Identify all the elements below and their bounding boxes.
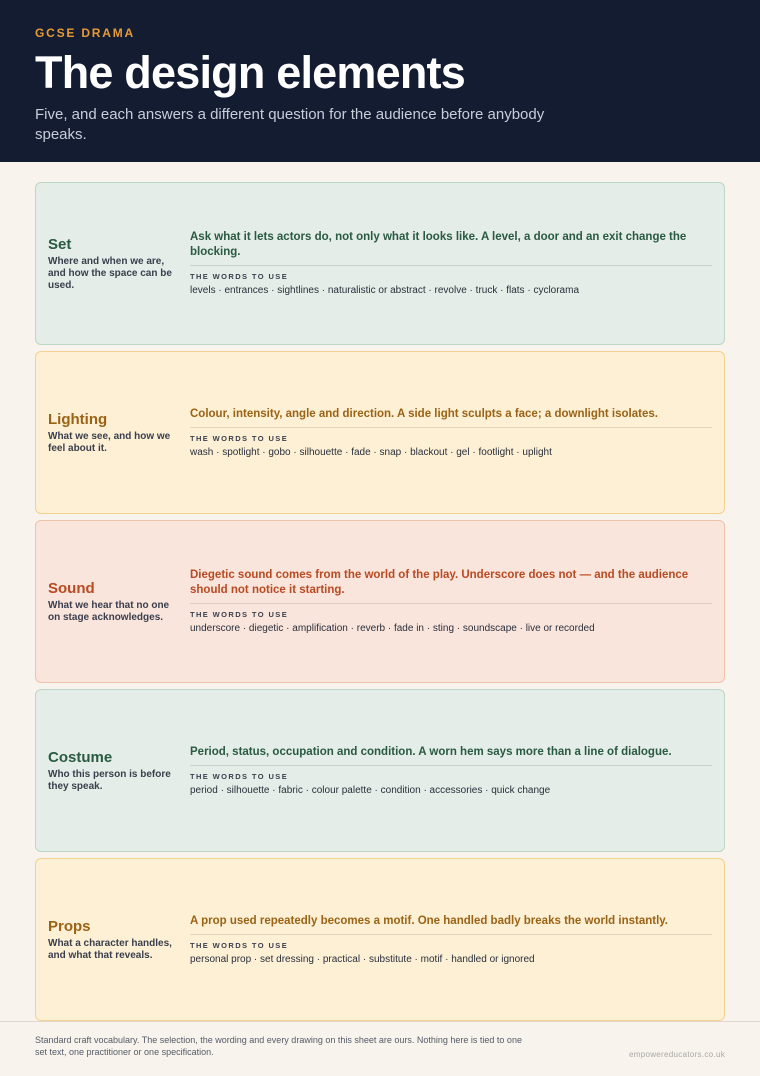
kicker: GCSE DRAMA xyxy=(35,26,136,40)
page-header xyxy=(0,0,760,162)
card-lighting xyxy=(35,351,725,514)
card-words: wash · spotlight · gobo · silhouette · fade · snap · blackout · gel · footlight · uplight xyxy=(190,446,552,458)
words-label: THE WORDS TO USE xyxy=(190,272,289,281)
card-sound xyxy=(35,520,725,683)
card-lead: Period, status, occupation and condition. A worn hem says more than a line of dialogue. xyxy=(190,745,712,766)
page-footer xyxy=(0,1021,760,1076)
card-name: Props xyxy=(48,917,91,935)
design-elements-list xyxy=(35,182,725,1027)
card-lead: Colour, intensity, angle and direction. A side light sculpts a face; a downlight isolates. xyxy=(190,407,712,428)
page-title: The design elements xyxy=(35,47,465,98)
page-subtitle: Five, and each answers a different question for the audience before anybody speaks. xyxy=(35,106,545,143)
card-words: period · silhouette · fabric · colour palette · condition · accessories · quick change xyxy=(190,784,551,796)
card-description: What a character handles, and what that reveals. xyxy=(48,937,172,961)
card-description: Where and when we are, and how the space can be used. xyxy=(48,255,172,291)
card-lead: A prop used repeatedly becomes a motif. One handled badly breaks the world instantly. xyxy=(190,914,712,935)
words-label: THE WORDS TO USE xyxy=(190,940,289,950)
card-set xyxy=(35,182,725,345)
card-words: underscore · diegetic · amplification · reverb · fade in · sting · soundscape · live or recorded xyxy=(190,623,595,634)
card-description: Who this person is before they speak. xyxy=(48,768,171,792)
words-label: THE WORDS TO USE xyxy=(190,610,289,619)
card-name: Lighting xyxy=(48,410,108,428)
card-props xyxy=(35,858,725,1021)
footer-site: empowereducators.co.uk xyxy=(629,1050,725,1059)
card-description: What we hear that no one on stage acknowledges. xyxy=(48,599,170,623)
card-name: Sound xyxy=(48,579,95,597)
card-description: What we see, and how we feel about it. xyxy=(48,430,171,454)
card-costume xyxy=(35,689,725,852)
card-name: Set xyxy=(48,235,72,253)
card-name: Costume xyxy=(48,748,113,766)
card-words: personal prop · set dressing · practical · substitute · motif · handled or ignored xyxy=(190,953,535,965)
card-words: levels · entrances · sightlines · naturalistic or abstract · revolve · truck · flats · cyclorama xyxy=(190,285,580,296)
card-lead: Diegetic sound comes from the world of the play. Underscore does not — and the audience should not notice it starting. xyxy=(190,568,712,604)
card-lead: Ask what it lets actors do, not only what it looks like. A level, a door and an exit change the blocking. xyxy=(190,230,712,266)
words-label: THE WORDS TO USE xyxy=(190,433,289,443)
footer-note: Standard craft vocabulary. The selection, the wording and every drawing on this sheet are ours. Nothing here is tied to one set text, one practitioner or one specification. xyxy=(35,1035,522,1057)
words-label: THE WORDS TO USE xyxy=(190,771,289,781)
